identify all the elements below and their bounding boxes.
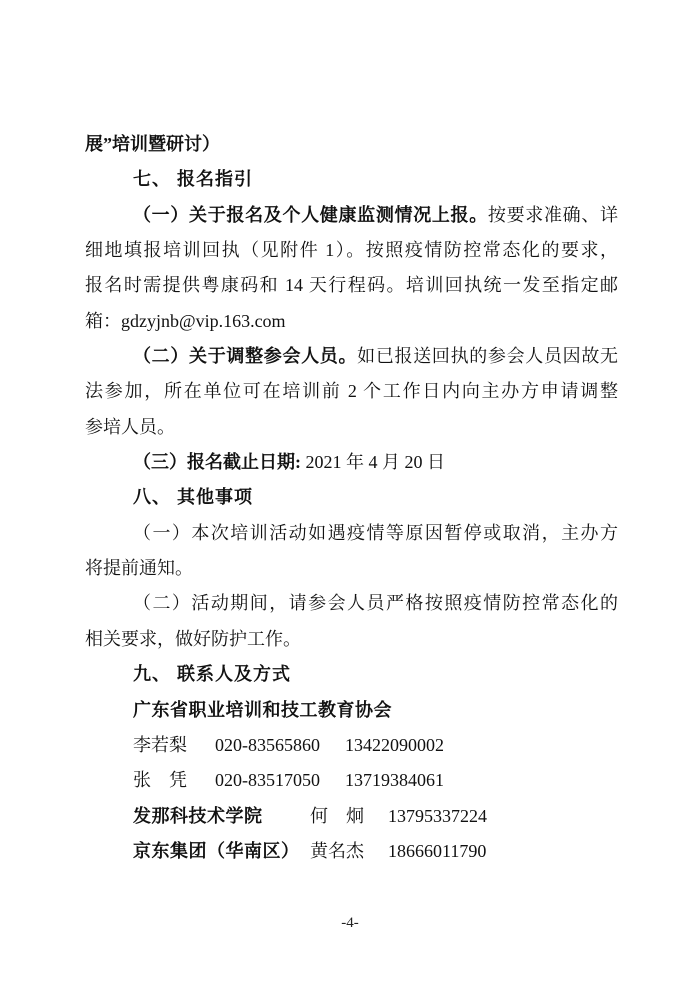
text-line [85, 410, 618, 445]
text-line [85, 586, 618, 621]
contact-phone-or-name: 020-83565860 [215, 734, 320, 755]
text-segment: 法参加，所在单位可在培训前 2 个工作日内向主办方申请调整 [85, 381, 618, 402]
text-segment: 如已报送回执的参会人员因故无 [357, 346, 619, 367]
text-line [85, 622, 618, 657]
contact-phone-or-name: 黄名杰 [310, 840, 364, 861]
contact-mobile: 18666011790 [388, 840, 487, 861]
contact-org: 京东集团（华南区） [133, 840, 300, 861]
contact-name: 张 凭 [133, 770, 187, 791]
contact-mobile: 13795337224 [388, 805, 487, 826]
text-segment: 将提前通知。 [85, 558, 193, 579]
text-line [85, 516, 618, 551]
text-line [85, 551, 618, 586]
contact-row [85, 799, 618, 834]
text-line [85, 374, 618, 409]
text-segment: 参培人员。 [85, 416, 175, 437]
text-segment: 细地填报培训回执（见附件 1）。按照疫情防控常态化的要求， [85, 240, 618, 261]
text-line [85, 233, 618, 268]
section-heading [85, 480, 618, 515]
text-segment: 相关要求，做好防护工作。 [85, 628, 301, 649]
text-line [85, 268, 618, 303]
text-line [85, 339, 618, 374]
contact-name: 李若梨 [133, 734, 187, 755]
contact-row [85, 728, 618, 763]
text-line [85, 127, 618, 162]
text-line [85, 693, 618, 728]
text-segment: 报名时需提供粤康码和 14 天行程码。培训回执统一发至指定邮 [85, 275, 618, 296]
text-line [85, 304, 618, 339]
text-segment: （二）活动期间，请参会人员严格按照疫情防控常态化的 [133, 593, 618, 614]
contact-mobile: 13719384061 [345, 770, 444, 791]
text-line [85, 445, 618, 480]
text-segment: 九、 联系人及方式 [133, 664, 292, 685]
text-segment: （一）关于报名及个人健康监测情况上报。 [133, 204, 488, 225]
text-segment: 八、 其他事项 [133, 487, 254, 508]
text-segment: （一）本次培训活动如遇疫情等原因暂停或取消，主办方 [133, 522, 618, 543]
section-heading [85, 657, 618, 692]
contact-org: 发那科技术学院 [133, 805, 263, 826]
text-line [85, 198, 618, 233]
text-segment: 2021 年 4 月 20 日 [301, 452, 445, 473]
document-body [85, 127, 618, 869]
text-segment: 广东省职业培训和技工教育协会 [133, 699, 392, 720]
text-segment: 展”培训暨研讨） [85, 134, 220, 154]
contact-phone-or-name: 何 炯 [310, 805, 364, 826]
contact-phone-or-name: 020-83517050 [215, 770, 320, 791]
page-number: -4- [341, 915, 359, 931]
text-segment: 按要求准确、详 [487, 204, 619, 225]
contact-row [85, 763, 618, 798]
text-segment: 七、 报名指引 [133, 169, 254, 190]
text-segment: （三）报名截止日期: [133, 452, 301, 473]
text-segment: （二）关于调整参会人员。 [133, 346, 358, 367]
section-heading [85, 162, 618, 197]
text-segment: 箱：gdzyjnb@vip.163.com [85, 310, 286, 331]
contact-row [85, 834, 618, 869]
contact-mobile: 13422090002 [345, 734, 444, 755]
